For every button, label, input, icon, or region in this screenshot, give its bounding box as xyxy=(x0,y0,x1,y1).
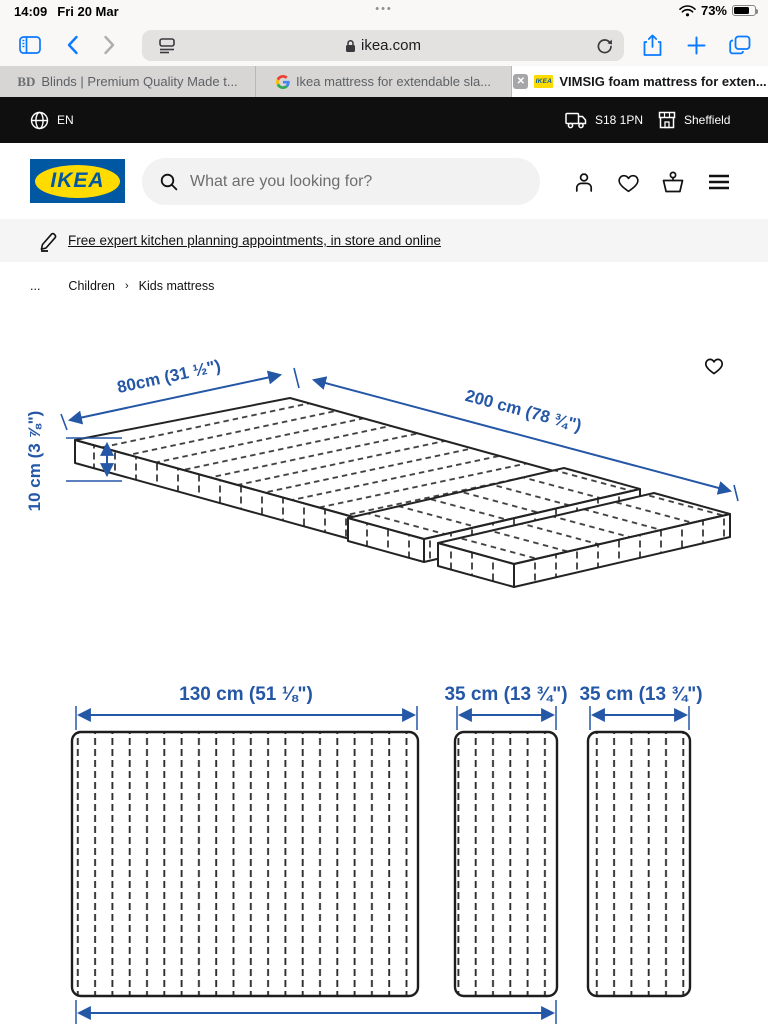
status-bar xyxy=(0,0,768,24)
combined-dimension-bottom xyxy=(76,1000,556,1024)
back-button[interactable] xyxy=(58,31,86,59)
refresh-button[interactable] xyxy=(590,32,618,60)
wifi-icon xyxy=(679,5,696,17)
battery-percent: 73% xyxy=(700,3,727,18)
store-selector[interactable] xyxy=(658,97,730,143)
sidebar-toggle-button[interactable] xyxy=(16,31,44,59)
menu-button[interactable] xyxy=(706,169,732,195)
store-icon xyxy=(658,111,676,129)
chevron-right-icon: › xyxy=(124,280,129,292)
ikea-favicon: IKEA xyxy=(534,75,553,88)
cart-button[interactable] xyxy=(660,169,686,195)
breadcrumb-item-kids-mattress[interactable]: Kids mattress xyxy=(138,279,215,293)
segment2-top-view xyxy=(588,732,690,996)
main-slab-top-view xyxy=(72,732,418,996)
tab-title: VIMSIG foam mattress for exten... xyxy=(559,74,767,89)
tab-close-button[interactable]: ✕ xyxy=(513,74,528,89)
search-input[interactable] xyxy=(142,158,540,205)
segment2-width-label: 35 cm (13 ¾") xyxy=(579,684,703,705)
heart-icon xyxy=(617,172,640,193)
url-display xyxy=(142,37,624,54)
search-placeholder: What are you looking for? xyxy=(190,172,373,190)
globe-icon xyxy=(30,111,49,130)
store-label: Sheffield xyxy=(684,113,731,127)
tab-google-search[interactable] xyxy=(256,66,512,97)
main-width-label: 130 cm (51 ⅛") xyxy=(179,684,313,705)
pencil-icon xyxy=(38,230,58,252)
ikea-logo[interactable] xyxy=(30,159,125,203)
tab-title: Blinds | Premium Quality Made t... xyxy=(41,74,238,89)
clock: 14:09 Fri 20 Mar xyxy=(14,4,119,19)
tab-overview-button[interactable] xyxy=(726,31,754,59)
language-label: EN xyxy=(57,113,74,127)
hamburger-icon xyxy=(708,173,730,191)
tab-bd-blinds[interactable] xyxy=(0,66,256,97)
mattress-top-views xyxy=(72,732,690,996)
site-header xyxy=(0,143,768,219)
wishlist-button[interactable] xyxy=(615,169,641,195)
truck-icon xyxy=(565,112,587,129)
safari-toolbar xyxy=(0,24,768,66)
ikea-logo-ellipse xyxy=(35,161,123,198)
ikea-logo-text: IKEA xyxy=(50,169,105,192)
forward-button[interactable] xyxy=(95,31,123,59)
ikea-utility-bar xyxy=(0,97,768,143)
google-g-favicon xyxy=(276,75,290,89)
width-dimension-label: 80cm (31 ½") xyxy=(115,356,223,398)
bd-blinds-favicon: BD xyxy=(17,73,36,89)
address-bar[interactable] xyxy=(142,30,624,61)
tab-vimsig-active[interactable] xyxy=(512,66,768,97)
segment1-top-view xyxy=(455,732,557,996)
new-tab-button[interactable] xyxy=(682,31,710,59)
multitask-dots-icon[interactable]: ••• xyxy=(375,3,393,15)
delivery-postcode[interactable] xyxy=(565,97,643,143)
account-button[interactable] xyxy=(571,169,597,195)
dimension-annotations-2d xyxy=(76,706,689,730)
breadcrumb xyxy=(0,262,768,310)
image-wishlist-heart-icon[interactable] xyxy=(706,359,722,373)
promo-banner xyxy=(0,219,768,262)
tab-title: Ikea mattress for extendable sla... xyxy=(295,74,492,89)
lock-icon xyxy=(345,39,356,53)
breadcrumb-item-children[interactable]: Children xyxy=(68,279,115,293)
registered-mark: ® xyxy=(117,161,123,171)
product-diagram-2d xyxy=(0,660,768,1024)
basket-icon xyxy=(661,171,685,194)
person-icon xyxy=(573,171,595,193)
height-dimension-label: 10 cm (3 ⅞") xyxy=(25,410,44,512)
share-button[interactable] xyxy=(638,31,666,59)
battery-icon xyxy=(732,5,756,16)
search-icon xyxy=(160,173,178,191)
breadcrumb-ellipsis[interactable]: ... xyxy=(30,279,41,293)
length-dimension-label: 200 cm (78 ¾") xyxy=(463,386,584,436)
url-text: ikea.com xyxy=(360,37,422,54)
segment1-width-label: 35 cm (13 ¾") xyxy=(444,684,568,705)
status-indicators xyxy=(679,3,756,18)
postcode-label: S18 1PN xyxy=(595,113,644,127)
language-selector[interactable] xyxy=(30,97,74,143)
product-diagram-3d xyxy=(0,330,768,660)
tab-bar xyxy=(0,66,768,97)
kitchen-planning-link[interactable]: Free expert kitchen planning appointments, in store and online xyxy=(68,233,441,248)
